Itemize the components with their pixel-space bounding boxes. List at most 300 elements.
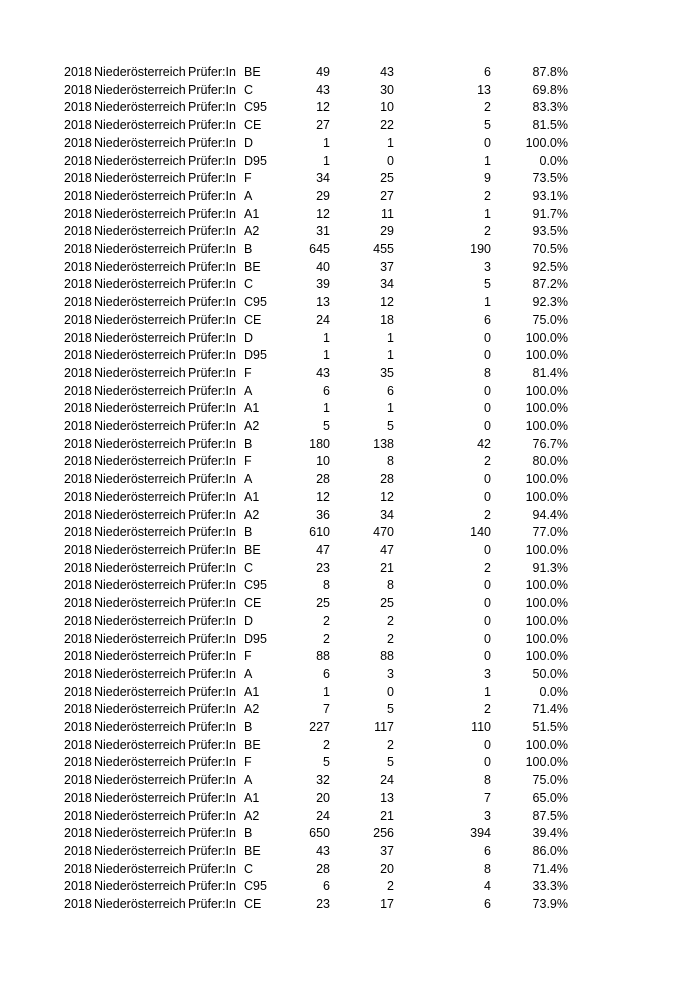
rate-cell: 100.0% (525, 631, 568, 646)
year-cell: 2018 (64, 737, 92, 752)
region-cell: Niederösterreich (94, 118, 186, 133)
region-cell: Niederösterreich (94, 401, 186, 416)
year-cell: 2018 (64, 560, 92, 575)
role-cell: Prüfer:In (188, 171, 236, 186)
total-cell: 20 (316, 790, 330, 805)
passed-cell: 34 (380, 277, 394, 292)
role-cell: Prüfer:In (188, 790, 236, 805)
passed-cell: 470 (373, 525, 394, 540)
class-cell: F (244, 365, 252, 380)
total-cell: 5 (323, 755, 330, 770)
role-cell: Prüfer:In (188, 259, 236, 274)
region-cell: Niederösterreich (94, 755, 186, 770)
region-cell: Niederösterreich (94, 720, 186, 735)
rate-cell: 87.5% (532, 808, 568, 823)
role-cell: Prüfer:In (188, 454, 236, 469)
rate-cell: 87.8% (532, 65, 568, 79)
rate-cell: 51.5% (532, 720, 568, 735)
table-row (62, 135, 568, 153)
failed-cell: 0 (484, 613, 491, 628)
table-row (62, 312, 568, 330)
data-table (62, 64, 568, 914)
failed-cell: 0 (484, 419, 491, 434)
failed-cell: 9 (484, 171, 491, 186)
year-cell: 2018 (64, 879, 92, 894)
region-cell: Niederösterreich (94, 542, 186, 557)
passed-cell: 25 (380, 596, 394, 611)
role-cell: Prüfer:In (188, 861, 236, 876)
total-cell: 6 (323, 879, 330, 894)
role-cell: Prüfer:In (188, 578, 236, 593)
rate-cell: 71.4% (532, 861, 568, 876)
total-cell: 1 (323, 348, 330, 363)
total-cell: 2 (323, 631, 330, 646)
failed-cell: 8 (484, 365, 491, 380)
total-cell: 28 (316, 861, 330, 876)
role-cell: Prüfer:In (188, 755, 236, 770)
class-cell: A1 (244, 206, 260, 221)
passed-cell: 0 (387, 684, 394, 699)
passed-cell: 1 (387, 330, 394, 345)
rate-cell: 93.5% (532, 224, 568, 239)
failed-cell: 2 (484, 454, 491, 469)
class-cell: BE (244, 737, 261, 752)
failed-cell: 0 (484, 755, 491, 770)
region-cell: Niederösterreich (94, 472, 186, 487)
passed-cell: 22 (380, 118, 394, 133)
failed-cell: 1 (484, 153, 491, 168)
region-cell: Niederösterreich (94, 224, 186, 239)
region-cell: Niederösterreich (94, 100, 186, 115)
table-row (62, 754, 568, 772)
rate-cell: 80.0% (532, 454, 568, 469)
failed-cell: 110 (471, 720, 491, 735)
region-cell: Niederösterreich (94, 879, 186, 894)
failed-cell: 394 (470, 826, 491, 841)
region-cell: Niederösterreich (94, 790, 186, 805)
region-cell: Niederösterreich (94, 702, 186, 717)
role-cell: Prüfer:In (188, 242, 236, 257)
failed-cell: 13 (477, 82, 491, 97)
region-cell: Niederösterreich (94, 295, 186, 310)
role-cell: Prüfer:In (188, 684, 236, 699)
region-cell: Niederösterreich (94, 684, 186, 699)
region-cell: Niederösterreich (94, 826, 186, 841)
region-cell: Niederösterreich (94, 808, 186, 823)
total-cell: 7 (323, 702, 330, 717)
rate-cell: 75.0% (532, 773, 568, 788)
role-cell: Prüfer:In (188, 118, 236, 133)
year-cell: 2018 (64, 454, 92, 469)
class-cell: B (244, 720, 253, 735)
class-cell: C95 (244, 100, 267, 115)
total-cell: 1 (323, 684, 330, 699)
rate-cell: 92.5% (532, 259, 568, 274)
year-cell: 2018 (64, 790, 92, 805)
passed-cell: 138 (373, 436, 394, 451)
table-row (62, 701, 568, 719)
class-cell: A (244, 188, 253, 203)
total-cell: 34 (316, 171, 330, 186)
role-cell: Prüfer:In (188, 596, 236, 611)
class-cell: B (244, 826, 253, 841)
class-cell: A (244, 472, 253, 487)
passed-cell: 13 (380, 790, 394, 805)
total-cell: 36 (316, 507, 330, 522)
region-cell: Niederösterreich (94, 188, 186, 203)
year-cell: 2018 (64, 489, 92, 504)
year-cell: 2018 (64, 843, 92, 858)
passed-cell: 37 (380, 259, 394, 274)
rate-cell: 0.0% (539, 684, 568, 699)
region-cell: Niederösterreich (94, 773, 186, 788)
failed-cell: 8 (484, 773, 491, 788)
class-cell: CE (244, 596, 262, 611)
region-cell: Niederösterreich (94, 312, 186, 327)
role-cell: Prüfer:In (188, 507, 236, 522)
year-cell: 2018 (64, 613, 92, 628)
year-cell: 2018 (64, 259, 92, 274)
total-cell: 24 (316, 312, 330, 327)
total-cell: 227 (309, 720, 330, 735)
region-cell: Niederösterreich (94, 171, 186, 186)
class-cell: BE (244, 542, 261, 557)
table-row (62, 153, 568, 171)
year-cell: 2018 (64, 472, 92, 487)
class-cell: A1 (244, 790, 260, 805)
class-cell: CE (244, 897, 262, 912)
rate-cell: 100.0% (525, 419, 568, 434)
failed-cell: 2 (484, 100, 491, 115)
table-row (62, 808, 568, 826)
year-cell: 2018 (64, 720, 92, 735)
class-cell: C (244, 560, 254, 575)
class-cell: A (244, 666, 253, 681)
table-row (62, 524, 568, 542)
table-row (62, 507, 568, 525)
class-cell: F (244, 454, 252, 469)
table-row (62, 861, 568, 879)
table-row (62, 170, 568, 188)
rate-cell: 100.0% (525, 737, 568, 752)
year-cell: 2018 (64, 773, 92, 788)
rate-cell: 100.0% (525, 542, 568, 557)
class-cell: C95 (244, 578, 267, 593)
table-row (62, 719, 568, 737)
table-row (62, 489, 568, 507)
region-cell: Niederösterreich (94, 242, 186, 257)
rate-cell: 0.0% (539, 153, 568, 168)
failed-cell: 0 (484, 348, 491, 363)
year-cell: 2018 (64, 330, 92, 345)
year-cell: 2018 (64, 401, 92, 416)
rate-cell: 83.3% (532, 100, 568, 115)
region-cell: Niederösterreich (94, 560, 186, 575)
class-cell: A1 (244, 401, 260, 416)
region-cell: Niederösterreich (94, 666, 186, 681)
role-cell: Prüfer:In (188, 879, 236, 894)
region-cell: Niederösterreich (94, 206, 186, 221)
total-cell: 1 (323, 330, 330, 345)
role-cell: Prüfer:In (188, 100, 236, 115)
passed-cell: 11 (381, 206, 394, 221)
passed-cell: 21 (380, 560, 394, 575)
role-cell: Prüfer:In (188, 472, 236, 487)
class-cell: A (244, 773, 253, 788)
year-cell: 2018 (64, 118, 92, 133)
role-cell: Prüfer:In (188, 295, 236, 310)
region-cell: Niederösterreich (94, 153, 186, 168)
failed-cell: 2 (484, 224, 491, 239)
table-row (62, 223, 568, 241)
passed-cell: 8 (387, 454, 394, 469)
table-row (62, 825, 568, 843)
total-cell: 31 (316, 224, 330, 239)
passed-cell: 25 (380, 171, 394, 186)
rate-cell: 73.5% (532, 171, 568, 186)
table-row (62, 436, 568, 454)
table-row (62, 82, 568, 100)
failed-cell: 0 (484, 135, 491, 150)
class-cell: BE (244, 843, 261, 858)
region-cell: Niederösterreich (94, 596, 186, 611)
table-row (62, 471, 568, 489)
passed-cell: 2 (387, 879, 394, 894)
region-cell: Niederösterreich (94, 578, 186, 593)
passed-cell: 2 (387, 613, 394, 628)
class-cell: A2 (244, 507, 260, 522)
year-cell: 2018 (64, 525, 92, 540)
table-row (62, 896, 568, 914)
passed-cell: 2 (387, 737, 394, 752)
total-cell: 650 (309, 826, 330, 841)
rate-cell: 100.0% (525, 135, 568, 150)
table-row (62, 560, 568, 578)
passed-cell: 30 (380, 82, 394, 97)
year-cell: 2018 (64, 755, 92, 770)
table-row (62, 294, 568, 312)
table-row (62, 117, 568, 135)
passed-cell: 21 (380, 808, 394, 823)
class-cell: D95 (244, 153, 267, 168)
table-body (62, 64, 568, 914)
passed-cell: 1 (387, 348, 394, 363)
total-cell: 13 (316, 295, 330, 310)
passed-cell: 455 (373, 242, 394, 257)
year-cell: 2018 (64, 808, 92, 823)
passed-cell: 256 (373, 826, 394, 841)
class-cell: C95 (244, 295, 267, 310)
failed-cell: 6 (484, 312, 491, 327)
passed-cell: 20 (380, 861, 394, 876)
year-cell: 2018 (64, 224, 92, 239)
passed-cell: 5 (387, 419, 394, 434)
year-cell: 2018 (64, 153, 92, 168)
rate-cell: 81.4% (532, 365, 568, 380)
year-cell: 2018 (64, 135, 92, 150)
total-cell: 610 (309, 525, 330, 540)
role-cell: Prüfer:In (188, 613, 236, 628)
class-cell: F (244, 649, 252, 664)
failed-cell: 0 (484, 596, 491, 611)
table-row (62, 737, 568, 755)
passed-cell: 24 (380, 773, 394, 788)
table-row (62, 542, 568, 560)
class-cell: D (244, 330, 254, 345)
rate-cell: 100.0% (525, 472, 568, 487)
failed-cell: 6 (484, 65, 491, 79)
year-cell: 2018 (64, 702, 92, 717)
total-cell: 180 (309, 436, 330, 451)
rate-cell: 100.0% (525, 613, 568, 628)
failed-cell: 0 (484, 330, 491, 345)
region-cell: Niederösterreich (94, 365, 186, 380)
year-cell: 2018 (64, 383, 92, 398)
failed-cell: 0 (484, 472, 491, 487)
role-cell: Prüfer:In (188, 720, 236, 735)
year-cell: 2018 (64, 277, 92, 292)
class-cell: A1 (244, 489, 260, 504)
table-row (62, 648, 568, 666)
role-cell: Prüfer:In (188, 401, 236, 416)
year-cell: 2018 (64, 861, 92, 876)
table-row (62, 383, 568, 401)
table-row (62, 878, 568, 896)
year-cell: 2018 (64, 82, 92, 97)
table-row (62, 843, 568, 861)
role-cell: Prüfer:In (188, 206, 236, 221)
rate-cell: 50.0% (532, 666, 568, 681)
passed-cell: 43 (380, 65, 394, 79)
role-cell: Prüfer:In (188, 312, 236, 327)
region-cell: Niederösterreich (94, 330, 186, 345)
table-row (62, 595, 568, 613)
total-cell: 23 (316, 560, 330, 575)
rate-cell: 76.7% (532, 436, 568, 451)
role-cell: Prüfer:In (188, 436, 236, 451)
year-cell: 2018 (64, 826, 92, 841)
rate-cell: 87.2% (532, 277, 568, 292)
total-cell: 1 (323, 153, 330, 168)
class-cell: D (244, 613, 254, 628)
rate-cell: 100.0% (525, 578, 568, 593)
failed-cell: 2 (484, 702, 491, 717)
role-cell: Prüfer:In (188, 843, 236, 858)
class-cell: CE (244, 312, 262, 327)
region-cell: Niederösterreich (94, 277, 186, 292)
rate-cell: 69.8% (532, 82, 568, 97)
class-cell: D95 (244, 631, 267, 646)
year-cell: 2018 (64, 242, 92, 257)
role-cell: Prüfer:In (188, 737, 236, 752)
table-row (62, 241, 568, 259)
rate-cell: 33.3% (532, 879, 568, 894)
failed-cell: 3 (484, 808, 491, 823)
class-cell: F (244, 755, 252, 770)
passed-cell: 6 (387, 383, 394, 398)
year-cell: 2018 (64, 419, 92, 434)
total-cell: 12 (316, 489, 330, 504)
year-cell: 2018 (64, 578, 92, 593)
table-row (62, 400, 568, 418)
region-cell: Niederösterreich (94, 82, 186, 97)
table-row (62, 577, 568, 595)
rate-cell: 73.9% (532, 897, 568, 912)
failed-cell: 0 (484, 401, 491, 416)
class-cell: B (244, 242, 253, 257)
failed-cell: 5 (484, 118, 491, 133)
passed-cell: 27 (380, 188, 394, 203)
table-row (62, 453, 568, 471)
region-cell: Niederösterreich (94, 507, 186, 522)
failed-cell: 2 (484, 507, 491, 522)
rate-cell: 75.0% (532, 312, 568, 327)
year-cell: 2018 (64, 631, 92, 646)
failed-cell: 0 (484, 649, 491, 664)
region-cell: Niederösterreich (94, 259, 186, 274)
class-cell: A2 (244, 808, 260, 823)
year-cell: 2018 (64, 65, 92, 79)
region-cell: Niederösterreich (94, 613, 186, 628)
failed-cell: 6 (484, 843, 491, 858)
total-cell: 23 (316, 897, 330, 912)
rate-cell: 71.4% (532, 702, 568, 717)
class-cell: D95 (244, 348, 267, 363)
rate-cell: 77.0% (532, 525, 568, 540)
role-cell: Prüfer:In (188, 277, 236, 292)
class-cell: A (244, 383, 253, 398)
total-cell: 24 (316, 808, 330, 823)
role-cell: Prüfer:In (188, 224, 236, 239)
rate-cell: 100.0% (525, 348, 568, 363)
passed-cell: 28 (380, 472, 394, 487)
table-row (62, 259, 568, 277)
region-cell: Niederösterreich (94, 525, 186, 540)
rate-cell: 100.0% (525, 401, 568, 416)
table-row (62, 631, 568, 649)
role-cell: Prüfer:In (188, 348, 236, 363)
class-cell: B (244, 436, 253, 451)
table-row (62, 684, 568, 702)
table-row (62, 347, 568, 365)
class-cell: CE (244, 118, 262, 133)
total-cell: 6 (323, 383, 330, 398)
passed-cell: 12 (380, 295, 394, 310)
region-cell: Niederösterreich (94, 383, 186, 398)
role-cell: Prüfer:In (188, 135, 236, 150)
total-cell: 43 (316, 365, 330, 380)
role-cell: Prüfer:In (188, 773, 236, 788)
failed-cell: 0 (484, 737, 491, 752)
passed-cell: 10 (380, 100, 394, 115)
rate-cell: 100.0% (525, 649, 568, 664)
class-cell: F (244, 171, 252, 186)
passed-cell: 1 (387, 135, 394, 150)
rate-cell: 94.4% (532, 507, 568, 522)
passed-cell: 88 (380, 649, 394, 664)
failed-cell: 2 (484, 560, 491, 575)
failed-cell: 1 (484, 684, 491, 699)
role-cell: Prüfer:In (188, 65, 236, 79)
role-cell: Prüfer:In (188, 702, 236, 717)
role-cell: Prüfer:In (188, 330, 236, 345)
region-cell: Niederösterreich (94, 897, 186, 912)
class-cell: A2 (244, 702, 260, 717)
total-cell: 32 (316, 773, 330, 788)
role-cell: Prüfer:In (188, 365, 236, 380)
passed-cell: 3 (387, 666, 394, 681)
table-row (62, 330, 568, 348)
